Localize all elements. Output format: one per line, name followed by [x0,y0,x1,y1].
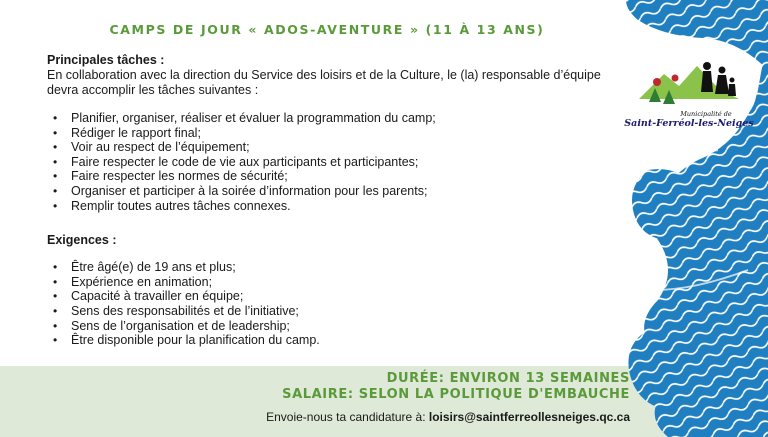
list-item: • Expérience en animation; [71,275,607,290]
list-item: • Organiser et participer à la soirée d’information pour les parents; [71,184,607,199]
list-item: • Voir au respect de l’équipement; [71,140,607,155]
logo-name: Saint-Ferréol-les-Neiges [624,118,754,129]
list-item: • Planifier, organiser, réaliser et évaluer la programmation du camp; [71,111,607,126]
contact-line [266,410,630,424]
requirements-list [47,260,607,348]
list-item: • Capacité à travailler en équipe; [71,289,607,304]
list-item: • Être disponible pour la planification du camp. [71,333,607,348]
flower-icon [653,78,661,86]
municipality-logo [619,44,758,139]
salary-text: SALAIRE: SELON LA POLITIQUE D'EMBAUCHE [282,387,630,402]
duration-text: DURÉE: ENVIRON 13 SEMAINES [386,371,630,386]
list-item: • Sens de l’organisation et de leadership; [71,319,607,334]
logo-subtitle: Municipalité de [680,110,732,118]
list-item: • Faire respecter les normes de sécurité; [71,169,607,184]
list-item: • Faire respecter le code de vie aux participants et participantes; [71,155,607,170]
requirements-title: Exigences : [47,233,117,248]
main-content [47,12,607,348]
tasks-title: Principales tâches : [47,53,165,67]
email-link[interactable]: loisirs@saintferreollesneiges.qc.ca [428,410,630,424]
page-title: CAMPS DE JOUR « ADOS-AVENTURE » (11 À 13 ANS) [109,22,545,37]
tasks-list [47,111,607,213]
duration-salary [282,371,630,403]
list-item: • Rédiger le rapport final; [71,126,607,141]
flower-icon [672,75,679,82]
tasks-intro: En collaboration avec la direction du Service des loisirs et de la Culture, le (la) responsable d’équipe devra accomplir les tâches suivantes : [47,68,601,97]
list-item: • Être âgé(e) de 19 ans et plus; [71,260,607,275]
list-item: • Sens des responsabilités et de l’initiative; [71,304,607,319]
contact-prefix: Envoie-nous ta candidature à: [266,410,429,424]
list-item: • Remplir toutes autres tâches connexes. [71,199,607,214]
